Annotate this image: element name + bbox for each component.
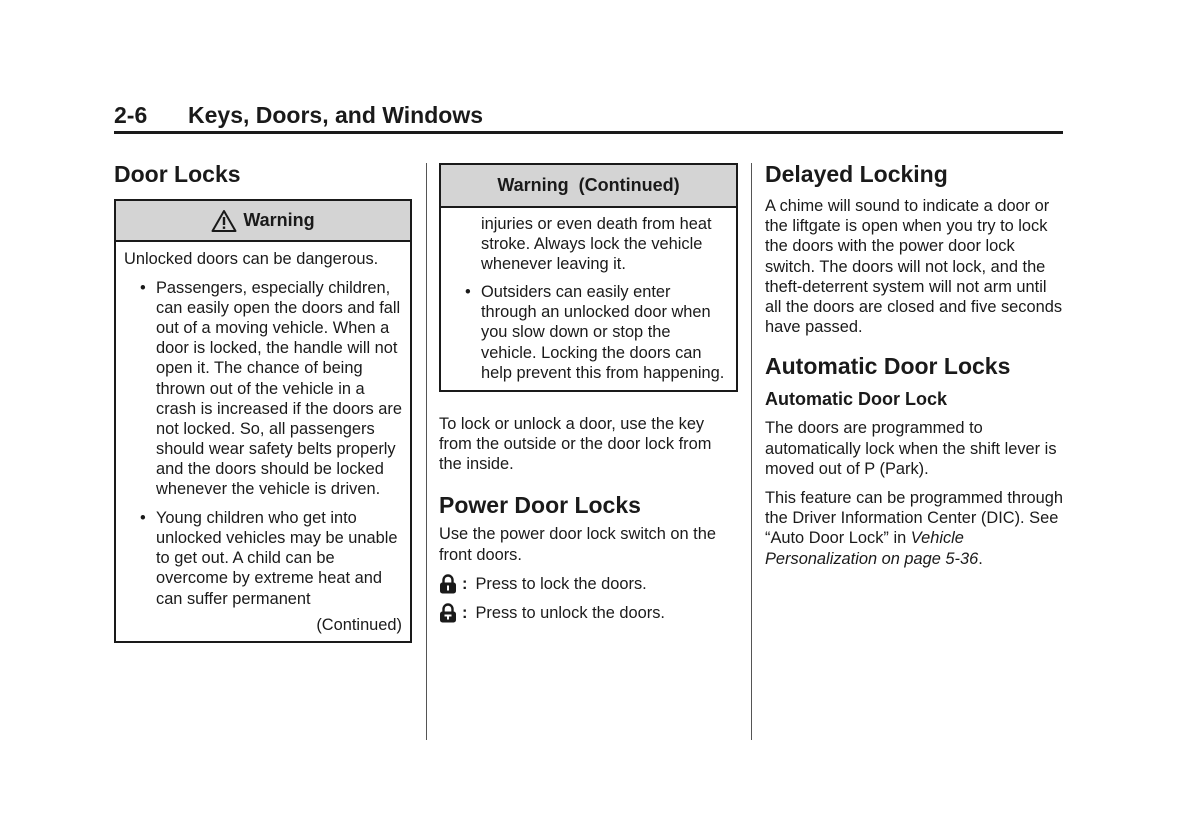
bullet-text: Outsiders can easily enter through an unlocked door when you slow down or stop the vehicle. Locking the doors can help prevent this from happening. — [481, 283, 725, 382]
padlock-locked-icon — [439, 574, 457, 594]
unlock-instruction-row — [439, 603, 738, 623]
power-door-locks-text: Use the power door lock switch on the front doors. — [439, 525, 716, 564]
bullet-dot: • — [465, 283, 471, 302]
unlock-label: Press to unlock the doors. — [475, 603, 665, 622]
page-header — [114, 100, 1063, 134]
warning-continued-bullet-list — [449, 282, 728, 382]
lock-instruction-row — [439, 574, 738, 594]
warning-header — [116, 201, 410, 242]
automatic-door-lock-subheading: Automatic Door Lock — [765, 389, 948, 410]
padlock-unlocked-icon — [439, 603, 457, 623]
lock-label: Press to lock the doors. — [475, 574, 647, 593]
door-locks-heading: Door Locks — [114, 161, 241, 187]
delayed-locking-text: A chime will sound to indicate a door or the liftgate is open when you try to lock the doors with the power door lock switch. The doors will not lock, and the theft-deterrent system will not arm until all the doors are closed and five seconds have passed. — [765, 197, 1063, 337]
lock-colon: : — [462, 574, 468, 593]
warning-bullet-list — [124, 278, 402, 609]
program-text-end: . — [978, 549, 983, 568]
power-door-locks-heading: Power Door Locks — [439, 492, 641, 519]
bullet-text: Young children who get into unlocked vehicles may be unable to get out. A child can be overcome by extreme heat and can suffer permanent — [156, 509, 398, 608]
chapter-title: Keys, Doors, and Windows — [188, 102, 484, 128]
bullet-text: Passengers, especially children, can easily open the doors and fall out of a moving vehicle. When a door is locked, the handle will not open it. The chance of being thrown out of the vehicle in a crash is increased if the doors are not locked. So, all passengers should wear safety belts properly and the doors should be locked whenever the vehicle is driven. — [156, 279, 402, 499]
warning-box — [114, 199, 412, 643]
warning-continued-box — [439, 163, 738, 392]
unlock-colon: : — [462, 603, 468, 622]
page-number: 2-6 — [114, 102, 148, 128]
program-text — [765, 488, 1065, 569]
list-item — [124, 508, 402, 608]
automatic-door-lock-text: The doors are programmed to automatically lock when the shift lever is moved out of P (Park). — [765, 419, 1057, 478]
list-item — [449, 282, 728, 382]
column-middle — [439, 163, 738, 623]
column-divider-left — [426, 163, 427, 740]
warning-continued-header — [441, 165, 736, 208]
warning-continued-text: injuries or even death from heat stroke. Always lock the vehicle whenever leaving it. — [481, 215, 712, 274]
column-left — [114, 160, 412, 643]
list-item — [124, 278, 402, 499]
bullet-dot: • — [140, 279, 146, 298]
warning-continued-title: Warning (Continued) — [497, 175, 680, 195]
vehicle-personalization-reference[interactable]: Vehicle Personalization on page 5-36 — [765, 529, 979, 568]
warning-continued-body — [441, 208, 736, 390]
warning-body — [116, 242, 410, 641]
program-text-body: This feature can be programmed through the Driver Information Center (DIC). See “Auto Door Lock” in — [765, 489, 1063, 548]
warning-title: Warning — [243, 210, 315, 230]
column-divider-right — [751, 163, 752, 740]
delayed-locking-heading: Delayed Locking — [765, 161, 948, 187]
automatic-door-locks-heading: Automatic Door Locks — [765, 353, 1011, 380]
warning-triangle-icon — [211, 209, 237, 233]
lock-unlock-text: To lock or unlock a door, use the key from the outside or the door lock from the inside. — [439, 414, 712, 474]
warning-intro: Unlocked doors can be dangerous. — [124, 250, 379, 268]
continued-label: (Continued) — [316, 615, 402, 634]
column-right — [765, 160, 1065, 569]
bullet-dot: • — [140, 509, 146, 528]
